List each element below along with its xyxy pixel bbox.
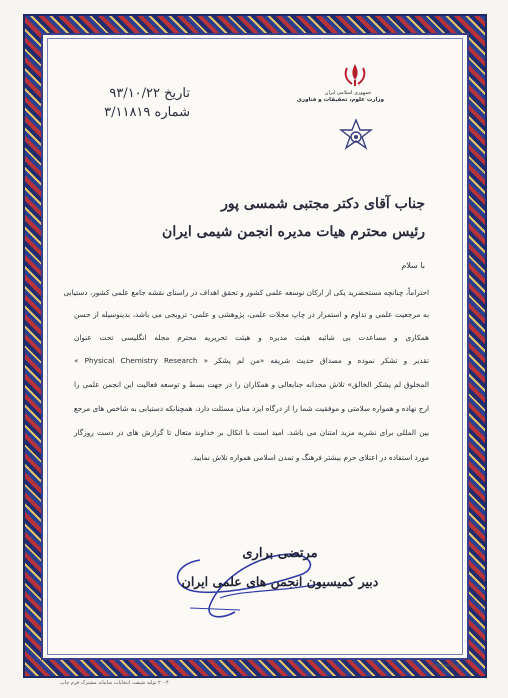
signatory-title: دبیر کمیسیون انجمن های علمی ایران: [181, 574, 379, 589]
body-line: بین المللی برای نشریه مزید امتنان می باشد. امید است با اتکال بر خداوند متعال تا گزارش های در دست روزگار: [74, 428, 429, 437]
body-line: احتراماً، چنانچه مستحضرید یکی از ارکان توسعه علمی کشور و تحقق اهداف در راستای نقشه جامع علمی کشور، دستیابی: [63, 288, 429, 297]
body-line: به مرجعیت علمی و تداوم و استمرار در چاپ مجلات علمی، پژوهشی و علمی- ترویجی می باشد، بدینوسیله از حسن: [74, 310, 429, 319]
ministry-line-1: جمهوری اسلامی ایران: [324, 90, 372, 96]
number-line: شماره ۳/۱۱۸۱۹: [104, 105, 190, 120]
ministry-line-2: وزارت علوم، تحقیقات و فناوری: [296, 97, 384, 103]
iran-emblem-icon: [340, 62, 370, 88]
greeting: با سلام: [401, 261, 425, 270]
body-line: ارج نهاده و همواره سلامتی و موفقیت شما را از درگاه ایزد منان مسئلت دارد، همچنانکه دستیابی به شاخص های مرجع: [73, 404, 429, 413]
ministry-logo-icon: [337, 118, 375, 156]
body-line: همکاری و مساعدت بی شائبه هیئت مدیره و هیئت تحریریه محترم مجله انگلیسی تحت عنوان: [74, 333, 429, 342]
signatory-name: مرتضی براری: [242, 546, 318, 561]
body-line: « Physical Chemistry Research » تقدیر و تشکر نموده و مصداق حدیث شریفه «من لم یشکر: [74, 356, 429, 365]
recipient-title: رئیس محترم هیات مدیره انجمن شیمی ایران: [162, 224, 425, 240]
recipient-name: جناب آقای دکتر مجتبی شمسی پور: [221, 196, 425, 212]
footer-form-code: ۲۰۰۴ تولید شیفت انتخابات سامانه مشترک فرم چاپ: [60, 680, 169, 686]
footer-website: www.hefir.ir: [430, 663, 460, 669]
body-line: المخلوق لم یشکر الخالق» تلاش مجدانه جنابعالی و همکاران را در جهت بسط و توسعه فعالیت این انجمن علمی را: [74, 380, 429, 389]
date-line: تاریخ ۹۳/۱۰/۲۲: [109, 86, 190, 101]
body-line: مورد استفاده در اعتلای حرم بیشتر فرهنگ و تمدن اسلامی همواره تلاش نمایید.: [191, 453, 429, 462]
